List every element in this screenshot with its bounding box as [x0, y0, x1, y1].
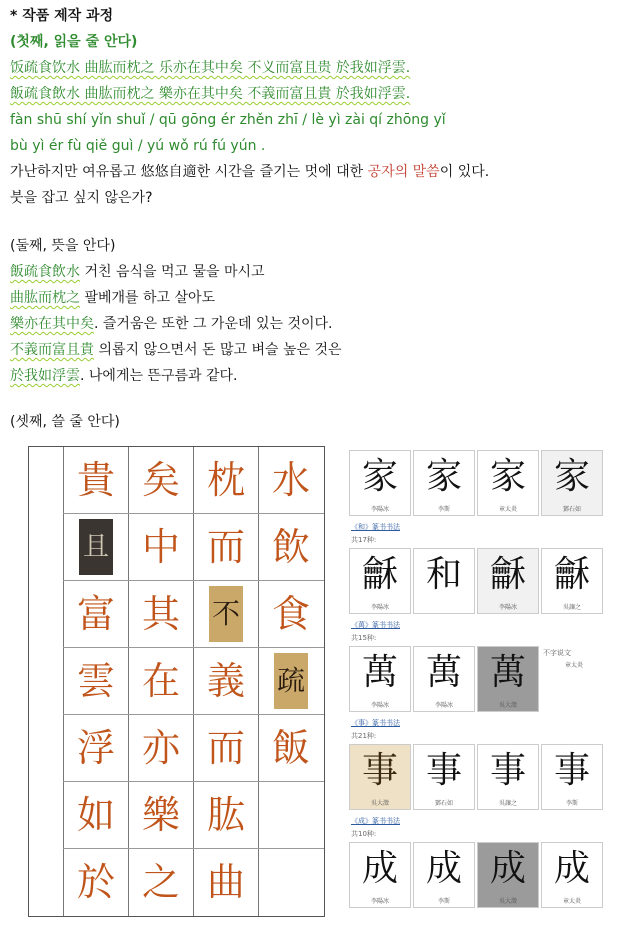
reference-caption: 章太炎 [565, 662, 584, 669]
reference-tile[interactable]: 家 章太炎 [477, 450, 539, 516]
reference-tile[interactable]: 和 [413, 548, 475, 614]
seal-char: 義 [206, 659, 245, 703]
seal-char: 樂 [141, 793, 180, 837]
simplified-text: 饭疏食饮水 曲肱而枕之 乐亦在其中矣 不义而富且贵 於我如浮雲. [10, 60, 411, 76]
seal-char: 亦 [141, 726, 180, 770]
reference-tile[interactable]: 龢 李陽冰 [477, 548, 539, 614]
reference-tile[interactable]: 事 鄧石如 [413, 744, 475, 810]
reference-count: 共10种: [351, 830, 377, 838]
seal-char: 中 [141, 525, 180, 569]
section-heading: * 작품 제작 과정 [10, 8, 114, 24]
description-line-2: 붓을 잡고 싶지 않은가? [10, 190, 153, 206]
missing-image-alt: 不字说文 [543, 649, 571, 657]
seal-char: 曲 [206, 860, 245, 904]
seal-char: 枕 [206, 458, 245, 502]
seal-char: 如 [76, 793, 115, 837]
reference-count: 共17种: [351, 536, 377, 544]
seal-char: 不 [194, 581, 258, 647]
seal-char: 肱 [206, 793, 245, 837]
reference-tile[interactable]: 事 吳讓之 [477, 744, 539, 810]
reference-link[interactable]: 《和》篆书书法 [351, 523, 400, 531]
reference-count: 共21种: [351, 732, 377, 740]
seal-char: 雲 [76, 659, 115, 703]
seal-char: 食 [271, 592, 310, 636]
meaning-line: 於我如浮雲. 나에게는 뜬구름과 같다. [10, 368, 238, 384]
seal-char: 之 [141, 860, 180, 904]
reference-tile[interactable]: 萬 李陽冰 [413, 646, 475, 712]
reference-tile[interactable]: 成 吳大澂 [477, 842, 539, 908]
seal-char: 疏 [259, 648, 323, 714]
reference-link[interactable]: 《事》篆书书法 [351, 719, 400, 727]
reference-count: 共15种: [351, 634, 377, 642]
reference-tile[interactable]: 家 李斯 [413, 450, 475, 516]
seal-char: 在 [141, 659, 180, 703]
meaning-line: 樂亦在其中矣. 즐거움은 또한 그 가운데 있는 것이다. [10, 316, 333, 332]
seal-char: 而 [206, 525, 245, 569]
traditional-text: 飯疏食飲水 曲肱而枕之 樂亦在其中矣 不義而富且貴 於我如浮雲. [10, 86, 411, 102]
section2-title: (둘째, 뜻을 안다) [10, 238, 116, 254]
section1-title: (첫째, 읽을 줄 안다) [10, 34, 138, 50]
section3-title: (셋째, 쓸 줄 안다) [10, 414, 120, 430]
reference-panel [345, 440, 610, 920]
seal-char: 矣 [141, 458, 180, 502]
seal-char: 飯 [271, 726, 310, 770]
reference-tile[interactable]: 成 李陽冰 [349, 842, 411, 908]
seal-char: 而 [206, 726, 245, 770]
seal-char: 富 [76, 592, 115, 636]
reference-tile[interactable]: 萬 吳大澂 [477, 646, 539, 712]
meaning-line: 不義而富且貴 의롭지 않으면서 돈 많고 벼슬 높은 것은 [10, 342, 342, 358]
reference-tile[interactable]: 事 李斯 [541, 744, 603, 810]
seal-char: 且 [64, 514, 128, 580]
seal-char: 其 [141, 592, 180, 636]
meaning-line: 曲肱而枕之 팔베개를 하고 살아도 [10, 290, 216, 306]
reference-tile[interactable]: 龢 吳讓之 [541, 548, 603, 614]
reference-tile[interactable]: 事 吳大澂 [349, 744, 411, 810]
reference-tile[interactable]: 成 章太炎 [541, 842, 603, 908]
reference-tile[interactable]: 萬 李陽冰 [349, 646, 411, 712]
seal-char: 飲 [271, 525, 310, 569]
description-line-1: 가난하지만 여유롭고 悠悠自適한 시간을 즐기는 멋에 대한 공자의 말씀이 있다. [10, 164, 490, 180]
seal-char: 貴 [76, 458, 115, 502]
pinyin-line-1: fàn shū shí yǐn shuǐ / qū gōng ér zhěn zhī / lè yì zài qí zhōng yǐ [10, 112, 446, 128]
seal-script-grid [28, 446, 325, 917]
meaning-line: 飯疏食飲水 거친 음식을 먹고 물을 마시고 [10, 264, 265, 280]
seal-char: 水 [271, 458, 310, 502]
seal-char: 於 [76, 860, 115, 904]
reference-link[interactable]: 《成》篆书书法 [351, 817, 400, 825]
reference-link[interactable]: 《萬》篆书书法 [351, 621, 400, 629]
seal-char: 浮 [76, 726, 115, 770]
reference-tile[interactable]: 成 李斯 [413, 842, 475, 908]
confucius-words: 공자의 말씀 [367, 164, 440, 180]
pinyin-line-2: bù yì ér fù qiě guì / yú wǒ rú fú yún . [10, 138, 266, 154]
reference-tile[interactable]: 龢 李陽冰 [349, 548, 411, 614]
reference-tile[interactable]: 家 鄧石如 [541, 450, 603, 516]
reference-tile[interactable]: 家 李陽冰 [349, 450, 411, 516]
